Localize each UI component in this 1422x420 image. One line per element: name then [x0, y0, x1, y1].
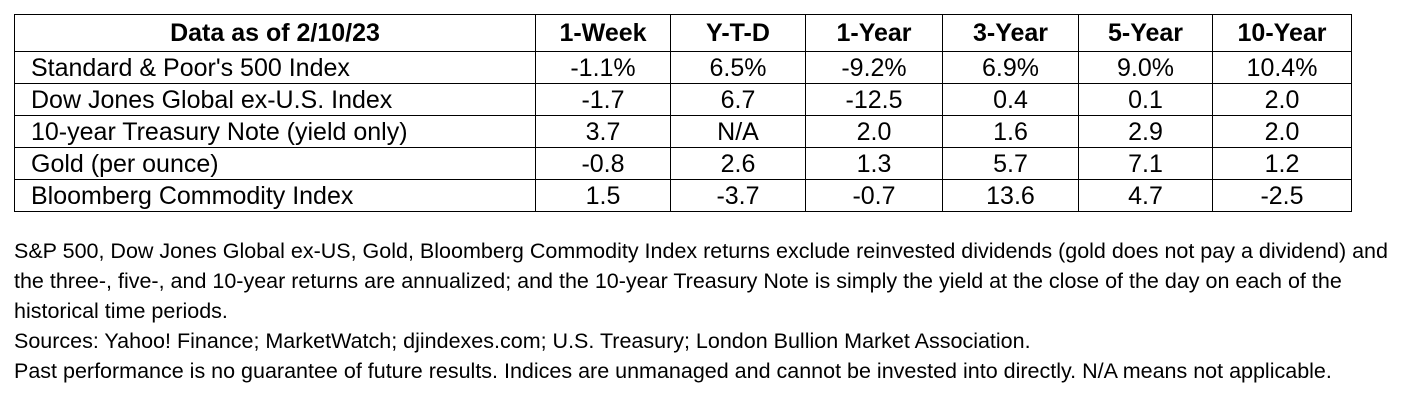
cell-3-year: 1.6 — [943, 116, 1079, 148]
cell-3-year: 5.7 — [943, 148, 1079, 180]
row-name: Gold (per ounce) — [15, 148, 536, 180]
cell-ytd: 6.7 — [671, 84, 806, 116]
table-row — [15, 116, 1352, 148]
header-3-year: 3-Year — [943, 15, 1079, 52]
cell-3-year: 13.6 — [943, 180, 1079, 212]
table-row — [15, 180, 1352, 212]
cell-1-year: 1.3 — [806, 148, 943, 180]
header-5-year: 5-Year — [1079, 15, 1213, 52]
cell-1-week: 1.5 — [536, 180, 671, 212]
cell-1-week: -0.8 — [536, 148, 671, 180]
cell-3-year: 0.4 — [943, 84, 1079, 116]
cell-5-year: 4.7 — [1079, 180, 1213, 212]
table-row — [15, 148, 1352, 180]
cell-1-year: 2.0 — [806, 116, 943, 148]
cell-ytd: 6.5% — [671, 52, 806, 84]
row-name: Standard & Poor's 500 Index — [15, 52, 536, 84]
cell-1-week: -1.7 — [536, 84, 671, 116]
cell-10-year: 2.0 — [1213, 116, 1352, 148]
cell-5-year: 7.1 — [1079, 148, 1213, 180]
cell-10-year: -2.5 — [1213, 180, 1352, 212]
header-date: Data as of 2/10/23 — [15, 15, 536, 52]
disclaimer-note: Past performance is no guarantee of future results. Indices are unmanaged and cannot be invested into directly. N/A means not applicable. — [14, 359, 1332, 383]
cell-3-year: 6.9% — [943, 52, 1079, 84]
row-name: Dow Jones Global ex-U.S. Index — [15, 84, 536, 116]
cell-ytd: 2.6 — [671, 148, 806, 180]
row-name: 10-year Treasury Note (yield only) — [15, 116, 536, 148]
footnotes — [14, 236, 1414, 386]
header-ytd: Y-T-D — [671, 15, 806, 52]
cell-10-year: 1.2 — [1213, 148, 1352, 180]
cell-1-week: -1.1% — [536, 52, 671, 84]
header-10-year: 10-Year — [1213, 15, 1352, 52]
cell-1-week: 3.7 — [536, 116, 671, 148]
header-1-week: 1-Week — [536, 15, 671, 52]
cell-ytd: -3.7 — [671, 180, 806, 212]
cell-10-year: 2.0 — [1213, 84, 1352, 116]
row-name: Bloomberg Commodity Index — [15, 180, 536, 212]
table-row — [15, 84, 1352, 116]
returns-table — [14, 14, 1352, 212]
cell-10-year: 10.4% — [1213, 52, 1352, 84]
methodology-note: S&P 500, Dow Jones Global ex-US, Gold, Bloomberg Commodity Index returns exclude reinvested dividends (gold does not pay a dividend) and the three-, five-, and 10-year returns are annualized; and the 10-year Treasury Note is simply the yield at the close of the day on each of the historical time periods. — [14, 239, 1388, 323]
cell-5-year: 0.1 — [1079, 84, 1213, 116]
cell-1-year: -9.2% — [806, 52, 943, 84]
cell-1-year: -12.5 — [806, 84, 943, 116]
sources-note: Sources: Yahoo! Finance; MarketWatch; djindexes.com; U.S. Treasury; London Bullion Market Association. — [14, 329, 1031, 353]
cell-5-year: 2.9 — [1079, 116, 1213, 148]
cell-ytd: N/A — [671, 116, 806, 148]
cell-5-year: 9.0% — [1079, 52, 1213, 84]
header-row — [15, 15, 1352, 52]
table-row — [15, 52, 1352, 84]
cell-1-year: -0.7 — [806, 180, 943, 212]
header-1-year: 1-Year — [806, 15, 943, 52]
